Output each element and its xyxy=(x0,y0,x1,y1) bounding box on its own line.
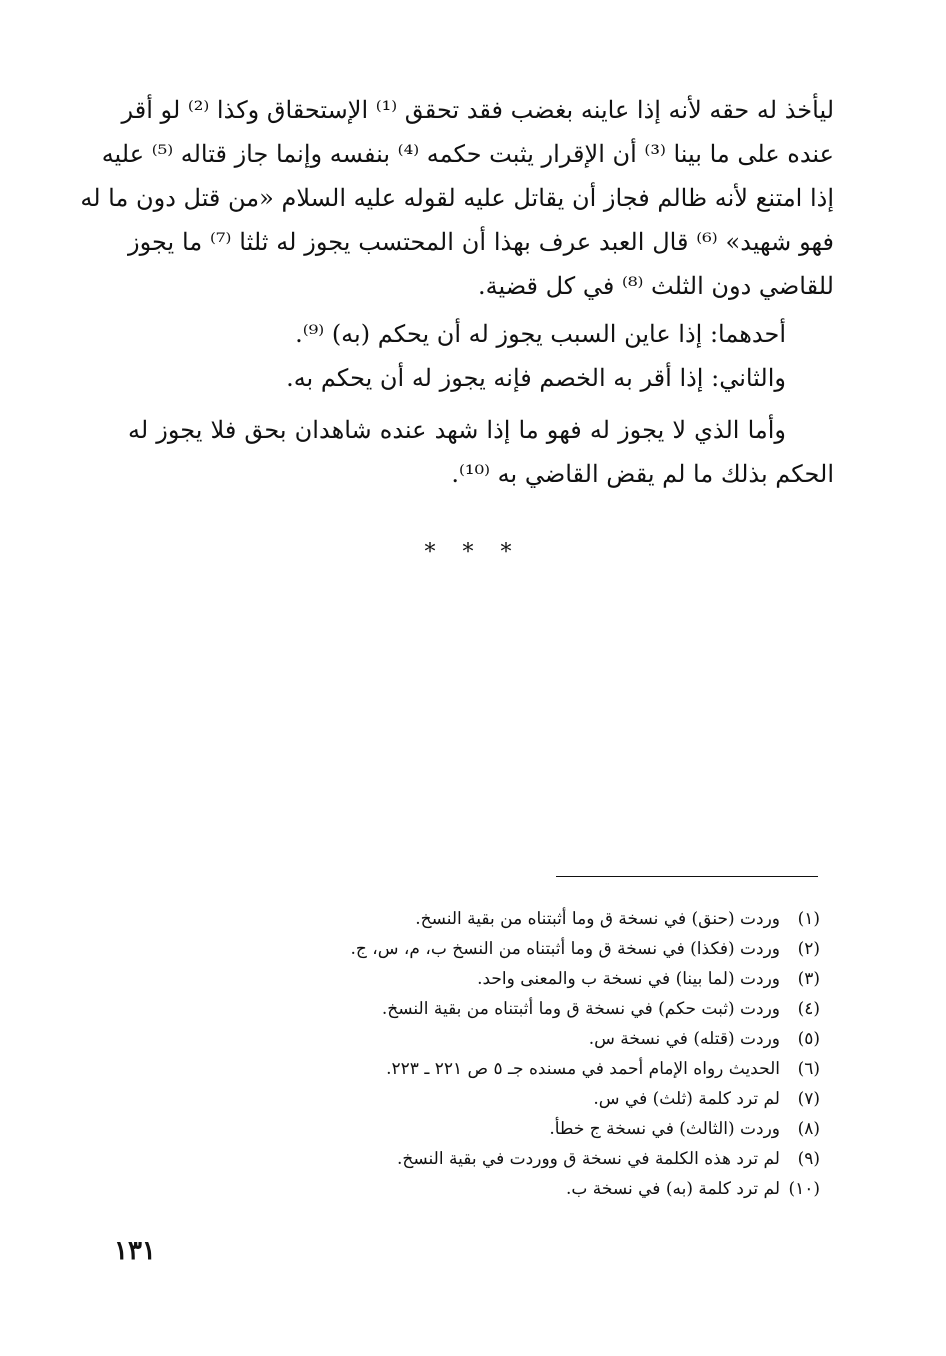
footnote-item xyxy=(200,1144,820,1174)
text-line: أحدهما: إذا عاين السبب يجوز له أن يحكم (به) ⁽⁹⁾. xyxy=(295,320,786,348)
text-line: ليأخذ له حقه لأنه إذا عاينه بغضب فقد تحقق ⁽¹⁾ الإستحقاق وكذا ⁽²⁾ لو أقر xyxy=(121,96,834,124)
main-paragraph-2 xyxy=(128,312,834,400)
footnote-item xyxy=(200,1174,820,1204)
footnote-text: وردت (حنق) في نسخة ق وما أثبتناه من بقية النسخ. xyxy=(415,909,780,929)
footnote-text: وردت (الثالث) في نسخة ج خطأ. xyxy=(549,1119,780,1139)
section-separator: * * * xyxy=(424,540,522,565)
footnote-number: (٩) xyxy=(797,1149,820,1169)
footnote-text: لم ترد كلمة (ثلث) في س. xyxy=(593,1089,780,1109)
footnote-item xyxy=(200,934,820,964)
footnote-text: وردت (قتله) في نسخة س. xyxy=(588,1029,780,1049)
text-line: وأما الذي لا يجوز له فهو ما إذا شهد عنده شاهدان بحق فلا يجوز له xyxy=(128,416,786,444)
text-line: والثاني: إذا أقر به الخصم فإنه يجوز له أن يحكم به. xyxy=(286,364,786,392)
footnote-number: (١٠) xyxy=(788,1179,820,1199)
footnote-number: (٨) xyxy=(797,1119,820,1139)
footnote-divider xyxy=(556,876,818,877)
footnote-item xyxy=(200,1084,820,1114)
footnote-item xyxy=(200,1114,820,1144)
text-line: للقاضي دون الثلث ⁽⁸⁾ في كل قضية. xyxy=(477,272,834,300)
footnote-text: وردت (ثبت حكم) في نسخة ق وما أثبتناه من بقية النسخ. xyxy=(381,999,780,1019)
text-line: عنده على ما بينا ⁽³⁾ أن الإقرار يثبت حكمه ⁽⁴⁾ بنفسه وإنما جاز قتاله ⁽⁵⁾ عليه xyxy=(101,140,834,168)
footnote-number: (٥) xyxy=(797,1029,820,1049)
footnote-item xyxy=(200,904,820,934)
footnote-number: (٤) xyxy=(797,999,820,1019)
footnote-text: وردت (لما بينا) في نسخة ب والمعنى واحد. xyxy=(477,969,780,989)
main-paragraph-3 xyxy=(128,408,834,496)
footnote-number: (١) xyxy=(797,909,820,929)
footnote-item xyxy=(200,964,820,994)
footnote-number: (٧) xyxy=(797,1089,820,1109)
footnote-number: (٣) xyxy=(797,969,820,989)
footnote-text: الحديث رواه الإمام أحمد في مسنده جـ ٥ ص ٢٢١ ـ ٢٢٣. xyxy=(386,1059,780,1079)
text-line: فهو شهيد» ⁽⁶⁾ قال العبد عرف بهذا أن المحتسب يجوز له ثلثا ⁽⁷⁾ ما يجوز xyxy=(128,228,834,256)
footnote-item xyxy=(200,994,820,1024)
footnotes-list xyxy=(200,904,820,1204)
footnote-text: لم ترد هذه الكلمة في نسخة ق ووردت في بقية النسخ. xyxy=(397,1149,780,1169)
footnote-item xyxy=(200,1024,820,1054)
footnote-number: (٢) xyxy=(797,939,820,959)
footnote-text: لم ترد كلمة (به) في نسخة ب. xyxy=(565,1179,780,1199)
footnote-text: وردت (فكذا) في نسخة ق وما أثبتناه من النسخ ب، م، س، ج. xyxy=(350,939,780,959)
main-paragraph-1 xyxy=(80,88,834,308)
page-number: ١٣١ xyxy=(114,1236,156,1266)
footnote-item xyxy=(200,1054,820,1084)
text-line: الحكم بذلك ما لم يقض القاضي به ⁽¹⁰⁾. xyxy=(451,460,834,488)
text-line: إذا امتنع لأنه ظالم فجاز أن يقاتل عليه لقوله عليه السلام «من قتل دون ما له xyxy=(80,184,834,212)
footnote-number: (٦) xyxy=(797,1059,820,1079)
